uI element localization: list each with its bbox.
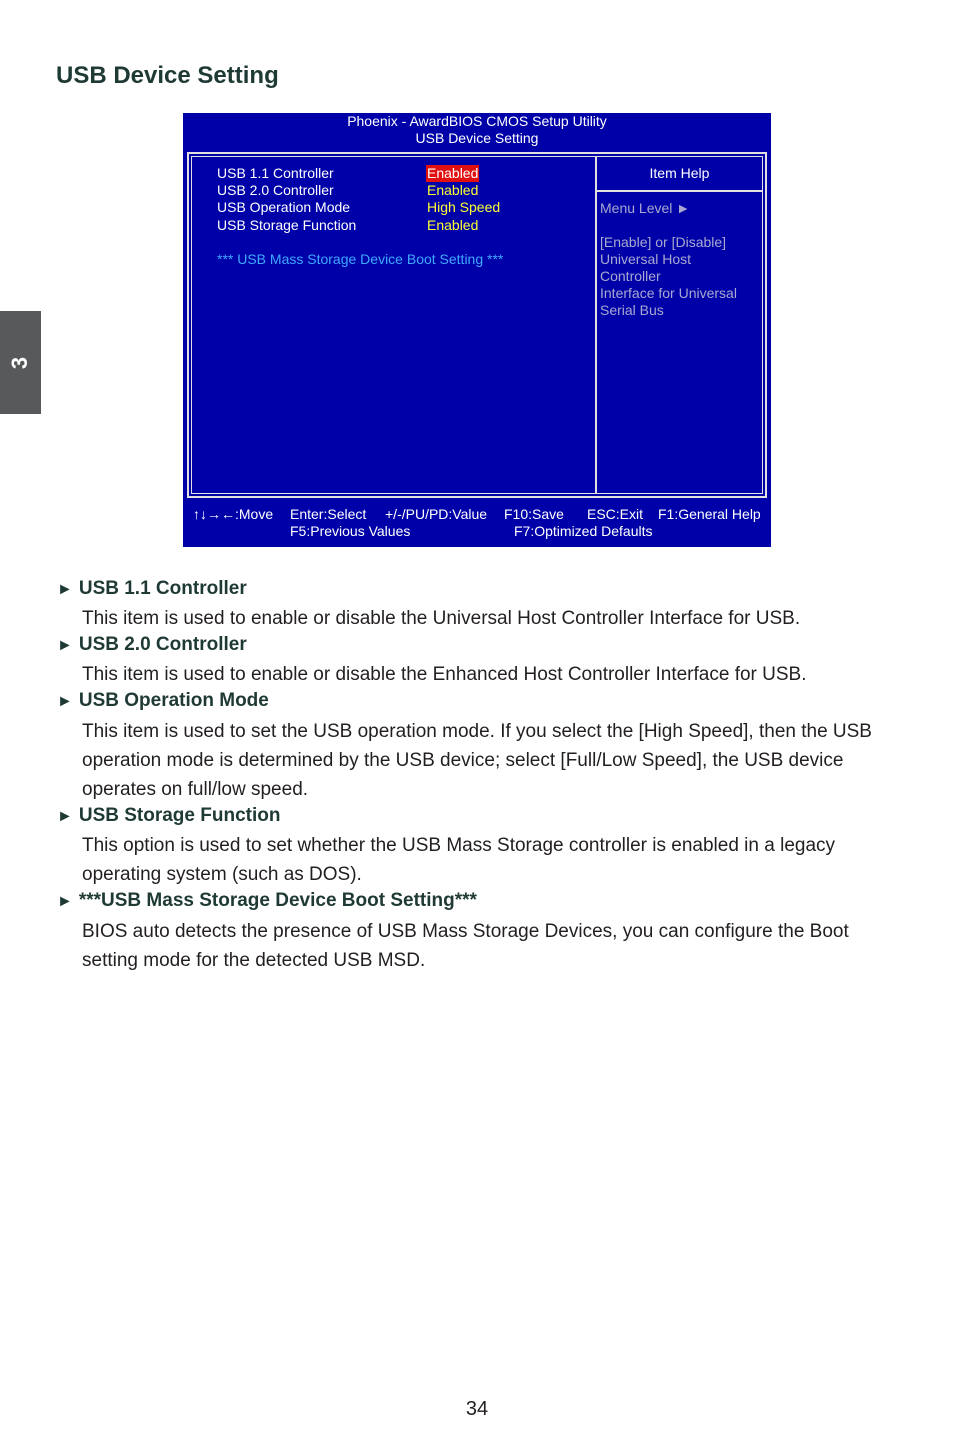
section-description: [82, 717, 902, 804]
footer-exit: ESC:Exit: [587, 506, 644, 522]
bios-item-value[interactable]: Enabled: [427, 182, 479, 198]
arrow-right-icon: ►: [57, 693, 73, 710]
help-line: Universal Host: [600, 251, 692, 267]
description-line: This item is used to set the USB operation mode. If you select the [High Speed], then the USB: [82, 721, 872, 742]
description-line: This option is used to set whether the USB Mass Storage controller is enabled in a legacy: [82, 835, 836, 856]
description-line: BIOS auto detects the presence of USB Mass Storage Devices, you can configure the Boot: [82, 921, 849, 942]
help-line: Menu Level ►: [600, 200, 691, 216]
bios-frame-inner: [191, 156, 763, 494]
page-title: USB Device Setting: [56, 62, 279, 89]
bios-item-value[interactable]: Enabled: [427, 217, 479, 233]
bios-item-label[interactable]: USB 2.0 Controller: [217, 182, 334, 198]
bios-screenshot: [183, 113, 771, 547]
chapter-number: 3: [7, 356, 33, 369]
bios-header-utility: Phoenix - AwardBIOS CMOS Setup Utility: [347, 113, 607, 129]
help-line: Interface for Universal: [600, 285, 737, 301]
footer-save: F10:Save: [504, 506, 564, 522]
bios-item-label[interactable]: USB 1.1 Controller: [217, 165, 334, 181]
bios-item-value[interactable]: High Speed: [427, 199, 501, 215]
section-title: USB 2.0 Controller: [78, 634, 247, 655]
arrow-right-icon: ►: [57, 581, 73, 598]
item-help-text: [600, 200, 762, 319]
bios-frame: [187, 152, 767, 498]
item-help-title: Item Help: [649, 165, 710, 181]
description-line: setting mode for the detected USB MSD.: [82, 950, 426, 971]
section-title: USB Operation Mode: [78, 690, 269, 711]
bios-divider: [595, 157, 597, 493]
section-description: [82, 604, 902, 633]
help-line: Controller: [600, 268, 661, 284]
section-title: ***USB Mass Storage Device Boot Setting***: [78, 890, 477, 911]
bios-header-page: USB Device Setting: [415, 130, 539, 146]
section-description: [82, 831, 902, 889]
section-title: USB Storage Function: [78, 805, 281, 826]
footer-select: Enter:Select: [290, 506, 367, 522]
bios-item-label[interactable]: USB Operation Mode: [217, 199, 351, 215]
arrow-right-icon: ►: [57, 637, 73, 654]
section-heading: [57, 578, 247, 600]
footer-value: +/-/PU/PD:Value: [385, 506, 488, 522]
help-line: Serial Bus: [600, 302, 664, 318]
description-line: This item is used to enable or disable the Universal Host Controller Interface for USB.: [82, 608, 801, 629]
description-line: This item is used to enable or disable the Enhanced Host Controller Interface for USB.: [82, 664, 807, 685]
help-line: [Enable] or [Disable]: [600, 234, 727, 250]
footer-previous: F5:Previous Values: [290, 523, 411, 539]
bios-header: [183, 113, 771, 147]
section-heading: [57, 634, 247, 656]
section-heading: [57, 690, 269, 712]
arrow-right-icon: ►: [57, 893, 73, 910]
bios-item-label[interactable]: USB Storage Function: [217, 217, 357, 233]
section-title: USB 1.1 Controller: [78, 578, 247, 599]
footer-move: ↑↓→←:Move: [193, 506, 274, 522]
section-heading: [57, 805, 280, 827]
bios-help-divider: [597, 190, 762, 192]
section-heading: [57, 890, 477, 912]
footer-optimized: F7:Optimized Defaults: [514, 523, 653, 539]
description-line: operates on full/low speed.: [82, 779, 309, 800]
section-description: [82, 917, 902, 975]
page-number: 34: [465, 1398, 489, 1420]
footer-help: F1:General Help: [658, 506, 761, 522]
help-line: [600, 217, 762, 234]
section-description: [82, 660, 902, 689]
chapter-tab: [0, 311, 41, 414]
arrow-right-icon: ►: [57, 808, 73, 825]
description-line: operating system (such as DOS).: [82, 864, 362, 885]
bios-section-label[interactable]: *** USB Mass Storage Device Boot Setting ***: [217, 251, 504, 267]
bios-item-value-selected[interactable]: Enabled: [427, 165, 479, 181]
description-line: operation mode is determined by the USB device; select [Full/Low Speed], the USB device: [82, 750, 844, 771]
